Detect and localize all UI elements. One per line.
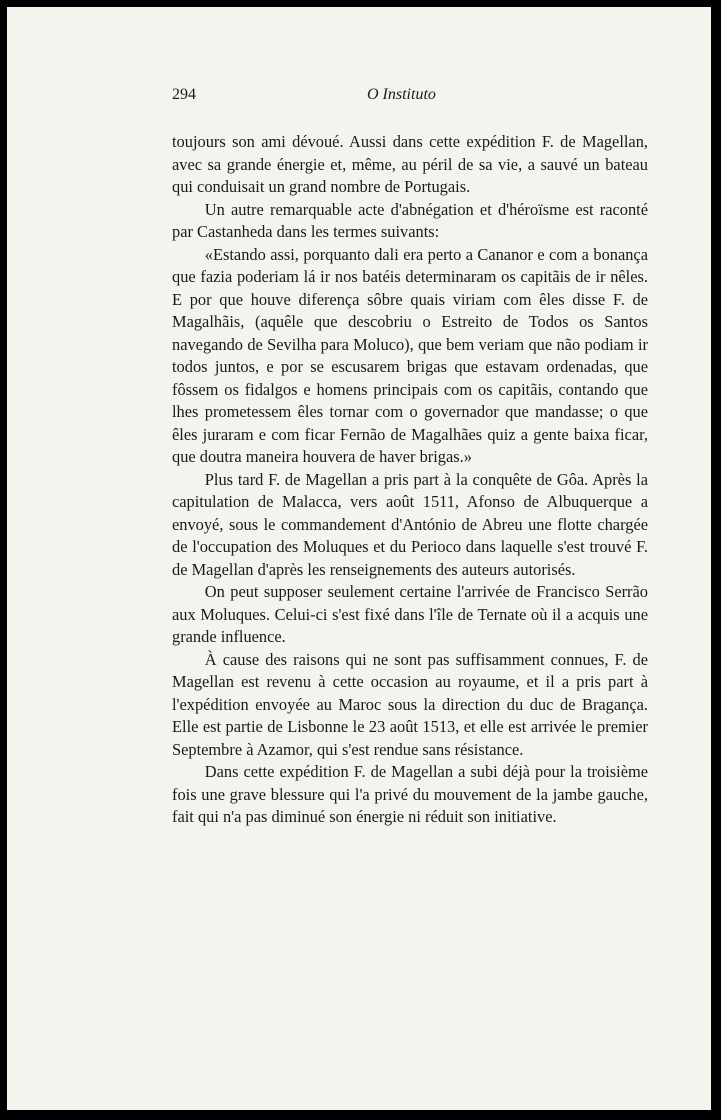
body-text [172,131,648,829]
paragraph: Plus tard F. de Magellan a pris part à la conquête de Gôa. Après la capitulation de Malacca, vers août 1511, Afonso de Albuquerque a envoyé, sous le commandement d'António de Abreu une flotte chargée de l'occupation des Moluques et du Perioco dans laquelle s'est trouvé F. de Magellan d'après les renseignements des auteurs autorisés. [172,469,648,579]
page-number: 294 [172,86,196,103]
quotation-paragraph: «Estando assi, porquanto dali era perto a Cananor e com a bonança que fazia poderiam lá ir nos batéis determinaram os capitãis de ir nêles. E por que houve diferença sôbre quais viriam com êles disse F. de Magalhãis, (aquêle que descobriu o Estreito de Todos os Santos navegando de Sevilha para Moluco), que bem veriam que não podiam ir todos juntos, e por se escusarem brigas que estavam ordenadas, que fôssem os fidalgos e homens principais com os capitãis, contando que lhes prometessem êles tornar com o governador que mandasse; o que êles juraram e com ficar Fernão de Magalhães quiz a gente baixa ficar, que doutra maneira houvera de haver brigas.» [172,244,648,466]
book-page [7,7,711,1110]
paragraph-continuation: toujours son ami dévoué. Aussi dans cette expédition F. de Magellan, avec sa grande énergie et, même, au péril de sa vie, a sauvé un bateau qui conduisait un grand nombre de Portugais. [172,132,648,196]
page-header [172,86,648,108]
running-title: O Instituto [367,86,436,103]
paragraph: Dans cette expédition F. de Magellan a subi déjà pour la troisième fois une grave blessure qui l'a privé du mouvement de la jambe gauche, fait qui n'a pas diminué son énergie ni réduit son initiative. [172,762,648,826]
paragraph: À cause des raisons qui ne sont pas suffisamment connues, F. de Magellan est revenu à cette occasion au royaume, et il a pris part à l'expédition envoyée au Maroc sous la direction du duc de Bragança. Elle est partie de Lisbonne le 23 août 1513, et elle est arrivée le premier Septembre à Azamor, qui s'est rendue sans résistance. [172,649,648,759]
paragraph: Un autre remarquable acte d'abnégation et d'héroïsme est raconté par Castanheda dans les termes suivants: [172,199,648,241]
paragraph: On peut supposer seulement certaine l'arrivée de Francisco Serrão aux Moluques. Celui-ci s'est fixé dans l'île de Ternate où il a acquis une grande influence. [172,582,648,646]
